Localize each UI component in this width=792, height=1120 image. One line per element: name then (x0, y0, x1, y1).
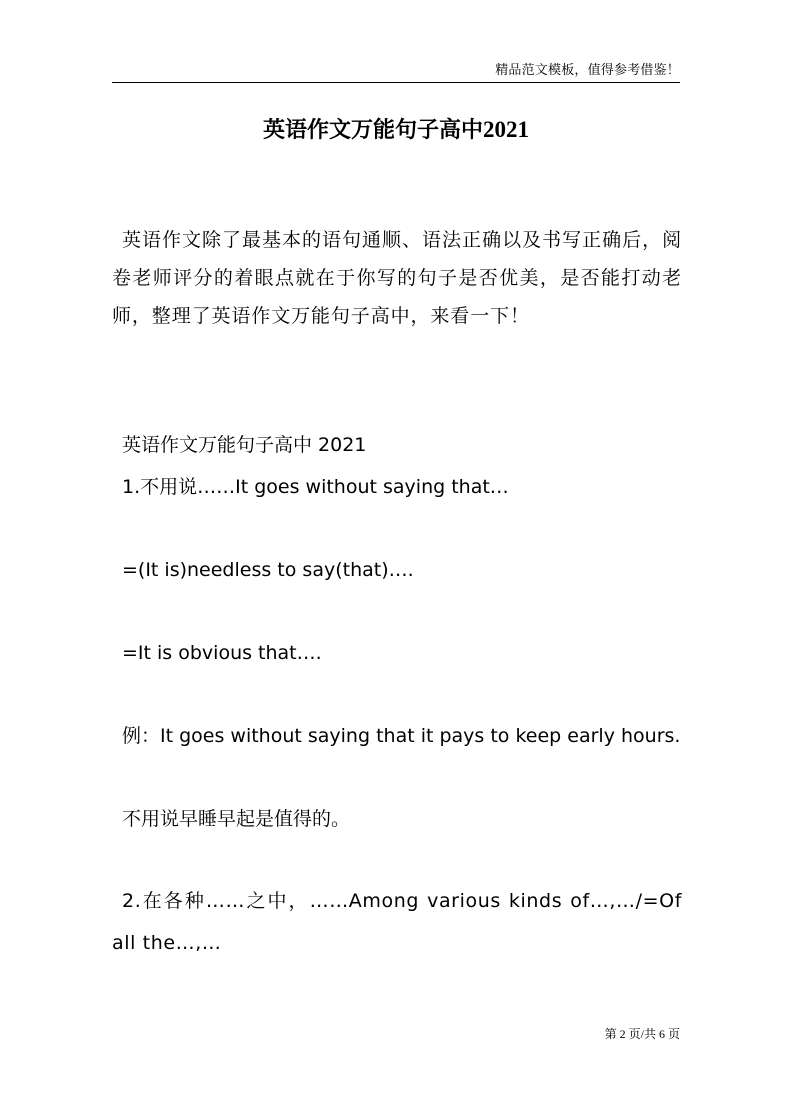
phrase-item-2: 2.在各种……之中，……Among various kinds of…,…/=Of all the…,… (112, 890, 682, 954)
phrase-item-1-translation: 不用说早睡早起是值得的。 (122, 808, 351, 830)
phrase-item-1-alternative-2: =It is obvious that…. (122, 642, 322, 664)
header-divider (112, 82, 680, 83)
header-note: 精品范文模板，值得参考借鉴！ (495, 63, 680, 78)
section-heading: 英语作文万能句子高中 2021 (122, 434, 367, 456)
phrase-item-1-alternative-1: =(It is)needless to say(that)…. (122, 559, 414, 581)
page-title (112, 114, 680, 147)
title-main: 英语作文万能句子高中 (262, 118, 483, 143)
phrase-item-1-example: 例：It goes without saying that it pays to keep early hours. (122, 725, 681, 747)
page-number: 第 2 页/共 6 页 (604, 1027, 680, 1041)
phrase-item-1: 1.不用说……It goes without saying that… (122, 476, 509, 498)
title-year: 2021 (483, 117, 529, 142)
intro-paragraph: 英语作文除了最基本的语句通顺、语法正确以及书写正确后，阅卷老师评分的着眼点就在于你写的句子是否优美，是否能打动老师，整理了英语作文万能句子高中，来看一下！ (112, 229, 682, 327)
